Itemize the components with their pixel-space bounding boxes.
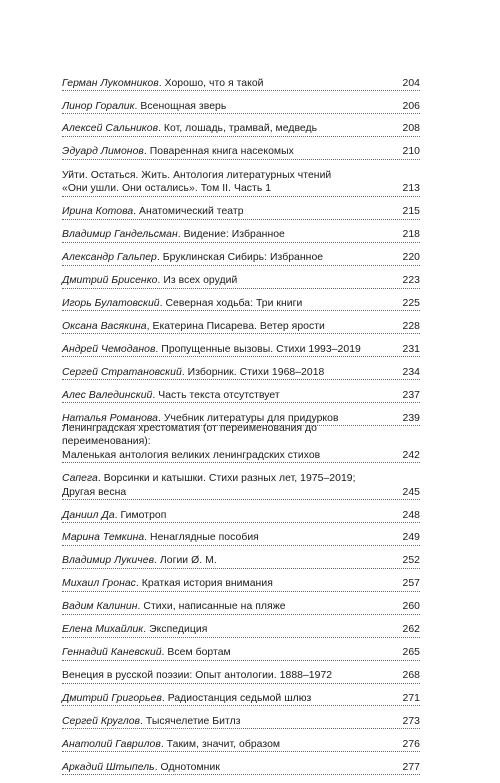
entry-text [62,738,398,751]
entry-text [62,509,398,522]
entry-title: . Пропущенные вызовы. Стихи 1993–2019 [155,343,361,355]
entry-text [62,472,398,499]
entry-text [62,422,398,462]
entry-text [62,77,398,90]
entry-author: Сергей Стратановский [62,366,182,378]
entry-title: Уйти. Остаться. Жить. Антология литературных чтений «Они ушли. Они остались». Том II. Часть 1 [62,169,332,195]
entry-text [62,692,398,705]
page-number: 237 [402,389,420,401]
entry-author: Линор Горалик [62,100,135,112]
toc-entry [62,365,420,380]
toc-entry [62,508,420,523]
toc-entry [62,623,420,638]
entry-title: . Часть текста отсутствует [152,389,280,401]
page-number: 271 [402,693,420,705]
entry-author: Эдуард Лимонов [62,146,144,158]
toc-entry [62,342,420,357]
entry-text [62,343,398,356]
entry-text [62,228,398,241]
entry-text [62,297,398,310]
entry-text [62,531,398,544]
entry-author: Владимир Гандельсман [62,229,178,241]
entry-text [62,554,398,567]
entry-title: . Краткая история внимания [135,578,273,590]
entry-text [62,669,398,682]
entry-title: . Видение: Избранное [177,229,285,241]
entry-author: Михаил Гронас [62,578,136,590]
toc-entry [62,691,420,706]
toc-entry [62,76,420,91]
entry-title: . Таким, значит, образом [160,738,281,750]
page-number: 277 [402,761,420,773]
toc-entry [62,274,420,289]
toc-entry [62,669,420,684]
entry-author: Елена Михайлик [62,624,144,636]
entry-title: . Экспедиция [143,624,208,636]
entry-text [62,122,398,135]
entry-author: Алексей Сальников [62,123,159,135]
entry-author: Аркадий Штыпель [62,761,155,773]
page-number: 208 [402,123,420,135]
toc-entry [62,600,420,615]
page-number: 276 [402,738,420,750]
entry-title: . Радиостанция седьмой шлюз [161,693,312,705]
entry-author: Ирина Котова [62,206,134,218]
page-number: 206 [402,100,420,112]
entry-title: , Екатерина Писарева. Ветер ярости [146,320,325,332]
toc-entry [62,228,420,243]
page-number: 262 [402,624,420,636]
page-number: 252 [402,555,420,567]
entry-author: Даниил Да [62,509,115,521]
page-number: 265 [402,647,420,659]
entry-author: Оксана Васякина [62,320,147,332]
toc-entry [62,714,420,729]
page-number: 245 [402,486,420,498]
entry-title: . Бруклинская Сибирь: Избранное [156,252,324,264]
entry-title: . Ворсинки и катышки. Стихи разных лет, 1975–2019; Другая весна [62,473,356,498]
entry-text [62,389,398,402]
toc-entry [62,577,420,592]
entry-title: . Всенощная зверь [134,100,227,112]
page-number: 249 [402,532,420,544]
page-number: 218 [402,229,420,241]
table-of-contents [62,76,420,783]
toc-entry [62,296,420,311]
entry-text [62,274,398,287]
entry-title: . Гимотроп [114,509,167,521]
entry-text [62,366,398,379]
page-number: 210 [402,146,420,158]
entry-text [62,623,398,636]
entry-author: Сергей Круглов [62,715,141,727]
toc-entry [62,646,420,661]
entry-title: . Кот, лошадь, трамвай, медведь [158,123,318,135]
page-number: 273 [402,715,420,727]
page-number: 242 [402,449,420,461]
toc-entry [62,554,420,569]
entry-text [62,646,398,659]
entry-title: . Тысячелетие Битлз [140,715,241,727]
entry-title: Венеция в русской поэзии: Опыт антологии. 1888–1972 [62,670,333,682]
entry-title: . Анатомический театр [133,206,244,218]
toc-entry [62,145,420,160]
page-number: 231 [402,343,420,355]
page-number: 228 [402,320,420,332]
entry-title: . Изборник. Стихи 1968–2018 [181,366,325,378]
toc-entry [62,251,420,266]
page-number: 268 [402,670,420,682]
entry-title: . Учебник литературы для придурков [158,412,339,424]
entry-author: Вадим Калинин [62,601,138,613]
entry-author: Алес Валединский [62,389,153,401]
toc-entry [62,99,420,114]
entry-author: Анатолий Гаврилов [62,738,161,750]
entry-title: . Стихи, написанные на пляже [137,601,286,613]
entry-text [62,169,398,196]
entry-author: Андрей Чемоданов [62,343,156,355]
entry-author: Наталья Романова [62,412,159,424]
entry-text [62,715,398,728]
entry-title: . Из всех орудий [157,275,238,287]
entry-author: Дмитрий Брисенко [62,275,158,287]
page-number: 239 [402,412,420,424]
entry-author: Игорь Булатовский [62,298,160,310]
entry-title: Ленинградская хрестоматия (от переименования до переименования): Маленькая антология великих ленинградских стихов [62,422,321,461]
entry-author: Марина Темкина [62,532,145,544]
toc-entry [62,205,420,220]
toc-entry [62,422,420,463]
page-number: 215 [402,206,420,218]
entry-text [62,577,398,590]
entry-text [62,145,398,158]
entry-title: . Ненаглядные пособия [144,532,259,544]
toc-entry [62,122,420,137]
toc-entry [62,168,420,197]
entry-title: . Логии Ø. М. [154,555,217,567]
entry-text [62,205,398,218]
entry-title: . Поваренная книга насекомых [143,146,294,158]
page-number: 234 [402,366,420,378]
entry-title: . Хорошо, что я такой [158,77,264,89]
toc-entry [62,471,420,500]
page-number: 223 [402,275,420,287]
page-number: 248 [402,509,420,521]
page-number: 257 [402,578,420,590]
entry-title: . Однотомник [154,761,220,773]
entry-title: . Всем бортам [161,647,231,659]
entry-title: . Северная ходьба: Три книги [159,298,303,310]
entry-author: Геннадий Каневский [62,647,162,659]
entry-author: Александр Гальпер [62,252,157,264]
page-number: 260 [402,601,420,613]
toc-entry [62,388,420,403]
entry-text [62,320,398,333]
toc-entry [62,319,420,334]
entry-text [62,251,398,264]
toc-entry [62,737,420,752]
entry-author: Герман Лукомников [62,77,159,89]
entry-author: Дмитрий Григорьев [62,693,162,705]
page-number: 225 [402,298,420,310]
entry-text [62,100,398,113]
page-number: 220 [402,252,420,264]
entry-author: Сапега [62,473,98,485]
entry-author: Владимир Лукичев [62,555,155,567]
entry-text [62,600,398,613]
page-number: 204 [402,77,420,89]
toc-entry [62,531,420,546]
page-number: 213 [402,183,420,195]
